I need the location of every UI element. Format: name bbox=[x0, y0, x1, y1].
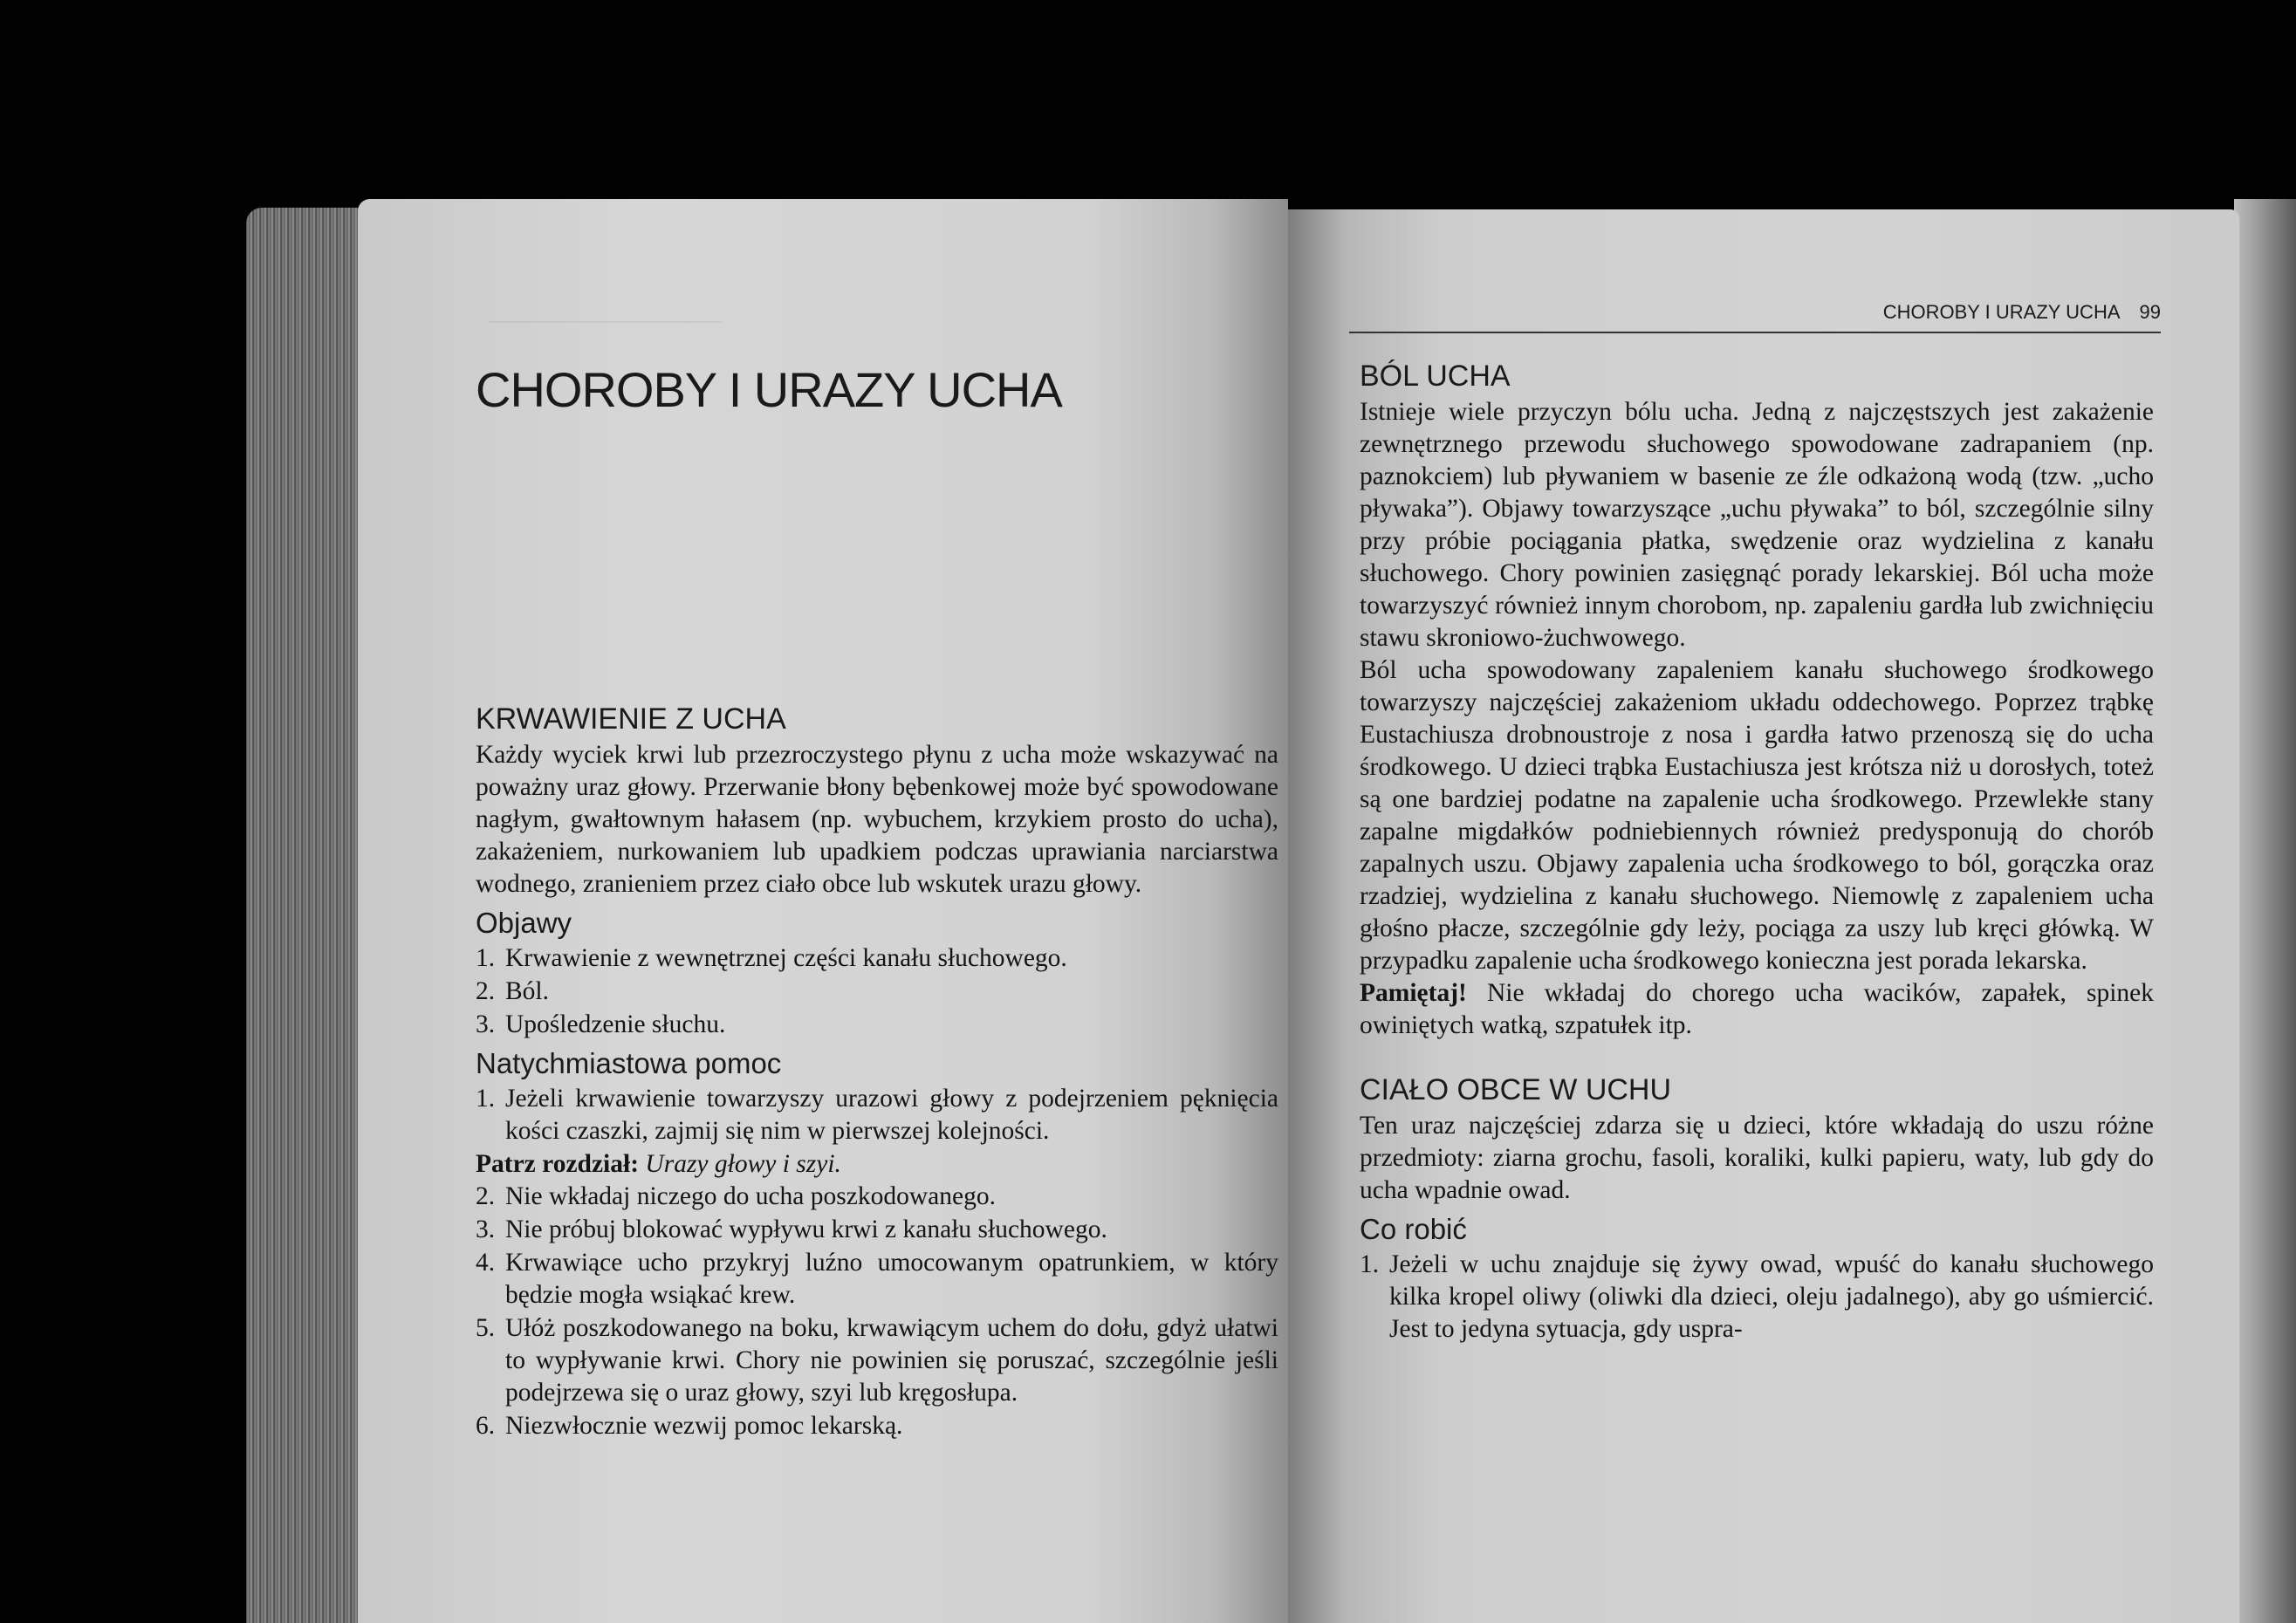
section-heading-krwawienie: KRWAWIENIE Z UCHA bbox=[476, 702, 786, 736]
list-item: 1. Krwawienie z wewnętrznej części kanału słuchowego. bbox=[476, 944, 1067, 972]
chapter-title: CHOROBY I URAZY UCHA bbox=[476, 362, 1062, 417]
todo-list bbox=[1360, 1249, 2154, 1346]
list-item: 1. Jeżeli w uchu znajduje się żywy owad, wpuść do kanału słuchowego kilka kropel oliwy (oliwki dla dzieci, oleju jadalnego), aby go uśmiercić. Jest to jedyna sytuacja, gdy uspra- bbox=[1360, 1250, 2154, 1343]
running-head bbox=[1742, 301, 2161, 324]
running-head-title: CHOROBY I URAZY UCHA bbox=[1882, 301, 2121, 323]
book-page-edges-right bbox=[2234, 199, 2296, 1623]
section-heading-bol-ucha: BÓL UCHA bbox=[1360, 360, 1511, 393]
page-number: 99 bbox=[2139, 301, 2161, 323]
aid-heading: Natychmiastowa pomoc bbox=[476, 1047, 782, 1079]
right-page bbox=[1288, 209, 2239, 1623]
remember-note: Pamiętaj! Nie wkładaj do chorego ucha wacików, zapałek, spinek owiniętych watką, szpatułek itp. bbox=[1360, 979, 2155, 1039]
list-item: 2. Ból. bbox=[476, 977, 549, 1005]
see-label: Patrz rozdział: bbox=[476, 1150, 640, 1178]
aid-list-continued bbox=[476, 1181, 1278, 1442]
list-item: 4. Krwawiące ucho przykryj luźno umocowanym opatrunkiem, w który będzie mogła wsiąkać krew. bbox=[476, 1249, 1278, 1309]
list-item: 1. Jeżeli krwawienie towarzyszy urazowi głowy z podejrzeniem pęknięcia kości czaszki, zajmij się nim w pierwszej kolejności. bbox=[476, 1085, 1278, 1145]
list-item: 3. Nie próbuj blokować wypływu krwi z kanału słuchowego. bbox=[476, 1216, 1107, 1243]
todo-heading: Co robić bbox=[1360, 1213, 1467, 1245]
see-ref: Urazy głowy i szyi. bbox=[645, 1150, 841, 1178]
symptoms-list bbox=[476, 942, 1278, 1041]
list-item: 5. Ułóż poszkodowanego na boku, krwawiącym uchem do dołu, gdyż ułatwi to wypływanie krwi. Chory nie powinien się poruszać, szczególnie jeśli podejrzewa się o uraz głowy, szyi lub kręgosłupa. bbox=[476, 1314, 1278, 1407]
header-rule bbox=[1349, 332, 2161, 333]
section-intro: Każdy wyciek krwi lub przezroczystego płynu z ucha może wskazywać na poważny uraz głowy. Przerwanie błony bębenkowej może być spowodowane nagłym, gwałtownym hałasem (np. wybuchem, krzykiem prosto do ucha), zakażeniem, nurkowaniem lub upadkiem podczas uprawiania narciarstwa wodnego, zranieniem przez ciało obce lub wskutek urazu głowy. bbox=[476, 741, 1278, 898]
list-item: 2. Nie wkładaj niczego do ucha poszkodowanego. bbox=[476, 1182, 996, 1210]
section-heading-cialo-obce: CIAŁO OBCE W UCHU bbox=[1360, 1073, 1672, 1106]
left-column bbox=[476, 701, 1278, 1443]
paragraph: Ból ucha spowodowany zapaleniem kanału słuchowego środkowego towarzyszy najczęściej zakażeniom układu oddechowego. Poprzez trąbkę Eustachiusza drobnoustroje z nosa i gardła łatwo przenoszą się do ucha środkowego. U dzieci trąbka Eustachiusza jest krótsza niż u dorosłych, toteż są one bardziej podatne na zapalenie ucha środkowego. Przewlekłe stany zapalne migdałków podniebiennych również predysponują do chorób zapalnych uszu. Objawy zapalenia ucha środkowego to ból, gorączka oraz rzadziej, wydzielina z kanału słuchowego. Niemowlę z zapaleniem ucha głośno płacze, szczególnie gdy leży, pociąga za uszy lub kręci główką. W przypadku zapalenie ucha środkowego konieczna jest porada lekarska. bbox=[1360, 656, 2154, 975]
right-column bbox=[1360, 358, 2154, 1346]
paragraph: Istnieje wiele przyczyn bólu ucha. Jedną z najczęstszych jest zakażenie zewnętrznego przewodu słuchowego spowodowane zadrapaniem (np. paznokciem) lub pływaniem w basenie ze źle odkażoną wodą (tzw. „ucho pływaka”). Objawy towarzyszące „uchu pływaka” to ból, szczególnie silny przy próbie pociągania płatka, swędzenie oraz wydzielina z kanału słuchowego. Chory powinien zasięgnąć porady lekarskiej. Ból ucha może towarzyszyć również innym chorobom, np. zapaleniu gardła lub zwichnięciu stawu skroniowo-żuchwowego. bbox=[1360, 398, 2154, 652]
book-page-edges-left bbox=[246, 208, 367, 1623]
remember-label: Pamiętaj! bbox=[1360, 979, 1467, 1007]
list-item: 6. Niezwłocznie wezwij pomoc lekarską. bbox=[476, 1412, 903, 1440]
list-item: 3. Upośledzenie słuchu. bbox=[476, 1010, 726, 1038]
paragraph: Ten uraz najczęściej zdarza się u dzieci, które wkładają do uszu różne przedmioty: ziarna grochu, fasoli, koraliki, kulki papieru, waty, lub gdy do ucha wpadnie owad. bbox=[1360, 1112, 2154, 1204]
aid-list bbox=[476, 1083, 1278, 1147]
see-reference bbox=[476, 1148, 1278, 1181]
symptoms-heading: Objawy bbox=[476, 907, 572, 939]
left-page: ───────────── CHOROBY I URAZY UCHA KRWAWIENIE Z UCHA Każdy wyciek krwi lub przezroczystego płynu z ucha może wskazywać na poważny uraz głowy. Przerwanie błony bębenkowej może być spowodowane nagłym, gwałtownym hałasem (np. wybuchem, krzykiem prosto do ucha), zakażeniem, nurkowaniem lub upadkiem podczas uprawiania narciarstwa wodnego, zranieniem przez ciało obce lub wskutek urazu głowy. Objawy 1. Krwawienie z wewnętrznej części kanału słuchowego. 2. Ból. 3. Upośledzenie słuchu. Natychmiastowa pomoc 1. Jeżeli krwawienie towarzyszy urazowi głowy z podejrzeniem pęknięcia kości czaszki, zajmij się nim w pierwszej kolejności. Patrz rozdział: Urazy głowy i szyi. 2. Nie wkładaj niczego do ucha poszkodowanego. 3. Nie próbuj blokować wypływu krwi z kanału słuchowego. 4. Krwawiące ucho przykryj luźno umocowanym opatrunkiem, w który będzie mogła wsiąkać krew. 5. Ułóż poszkodowanego na boku, krwawiącym uchem do dołu, gdyż ułatwi to wypływanie krwi. Chory nie powinien się poruszać, szczególnie jeśli podejrzewa się o uraz głowy, szyi lub kręgosłupa. 6. Niezwłocznie wezwij pomoc lekarską. bbox=[358, 199, 1288, 1623]
